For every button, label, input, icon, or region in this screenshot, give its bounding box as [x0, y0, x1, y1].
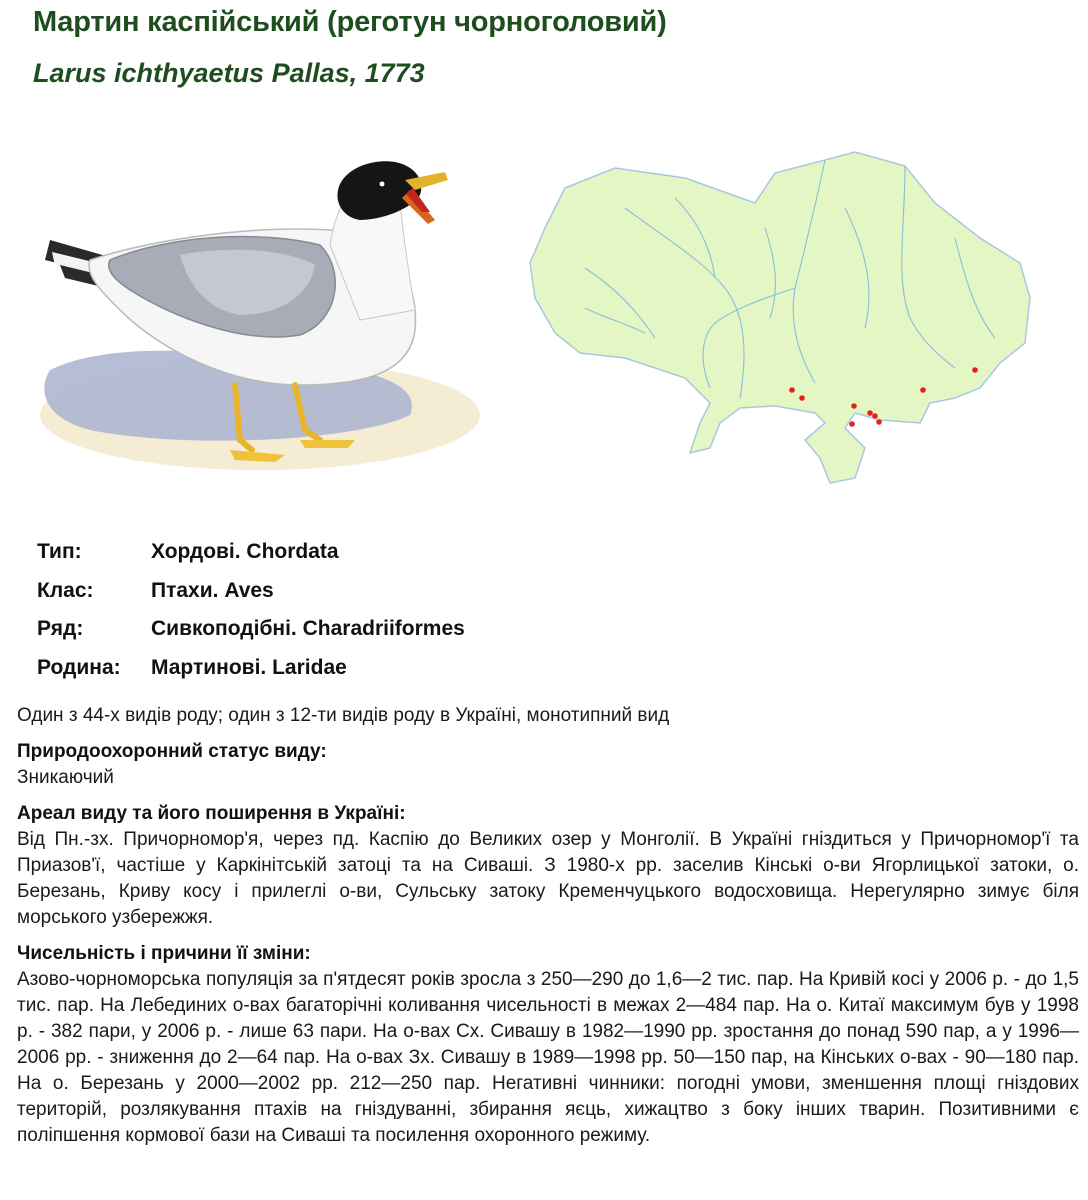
taxonomy-value: Птахи. Aves — [151, 578, 274, 602]
taxonomy-row — [37, 617, 465, 656]
taxonomy-table — [37, 540, 465, 694]
numbers-text: Азово-чорноморська популяція за п'ятдесят років зросла з 250—290 до 1,6—2 тис. пар. На Кривій косі у 2006 р. - до 1,5 тис. пар. На Лебединих о-вах багаторічні коливання чисельності в межах 2—484 пар. На о. Китаї максимум був у 1998 р. - 382 пари, у 2006 р. - лише 63 пари. На о-вах Сх. Сивашу в 1982—1990 рр. зростання до понад 590 пар, а у 1996—2006 рр. - зниження до 2—64 пар. На о-вах Зх. Сивашу в 1989—1998 рр. 50—150 пар, на Кінських о-вах - 90—180 пар. На о. Березань у 2000—2002 рр. 212—250 пар. Негативні чинники: погодні умови, зменшення площі гніздових територій, розлякування птахів на гніздуванні, збирання яєць, хижацтво з боку інших тварин. Позитивними є поліпшення кормової бази на Сиваші та посилення охоронного режиму. — [17, 969, 1079, 1146]
taxonomy-label: Ряд: — [37, 617, 84, 640]
taxonomy-row — [37, 579, 465, 618]
page-title: Мартин каспійський (реготун чорноголовий) — [33, 6, 667, 38]
taxonomy-value: Хордові. Chordata — [151, 540, 339, 563]
numbers-heading: Чисельність і причини її зміни: — [17, 943, 311, 964]
latin-name: Larus ichthyaetus Pallas, 1773 — [33, 58, 425, 88]
gull-icon — [30, 150, 490, 490]
taxonomy-row — [37, 540, 465, 579]
taxonomy-value: Сивкоподібні. Charadriiformes — [151, 617, 465, 640]
taxonomy-label: Тип: — [37, 540, 82, 563]
species-description — [17, 703, 1079, 1149]
range-text: Від Пн.-зх. Причорномор'я, через пд. Каспію до Великих озер у Монголії. В Україні гніздиться у Причорномор'ї та Приазов'ї, частіше у Каркінітській затоці та на Сиваші. З 1980-х рр. заселив Кінські о-ви Ягорлицької затоки, о. Березань, Криву косу і прилеглі о-ви, Сульську затоку Кременчуцького водосховища. Нерегулярно зимує біля морського узбережжя. — [17, 829, 1079, 928]
intro-text: Один з 44-х видів роду; один з 12-ти видів роду в Україні, монотипний вид — [17, 705, 670, 726]
status-heading: Природоохоронний статус виду: — [17, 741, 327, 762]
taxonomy-row — [37, 656, 465, 695]
taxonomy-value: Мартинові. Laridae — [151, 655, 347, 679]
distribution-map — [525, 148, 1045, 493]
range-heading: Ареал виду та його поширення в Україні: — [17, 803, 406, 824]
status-text: Зникаючий — [17, 767, 114, 788]
taxonomy-label: Клас: — [37, 578, 94, 602]
taxonomy-label: Родина: — [37, 655, 121, 679]
ukraine-map-icon — [525, 148, 1045, 493]
bird-illustration — [30, 150, 490, 490]
